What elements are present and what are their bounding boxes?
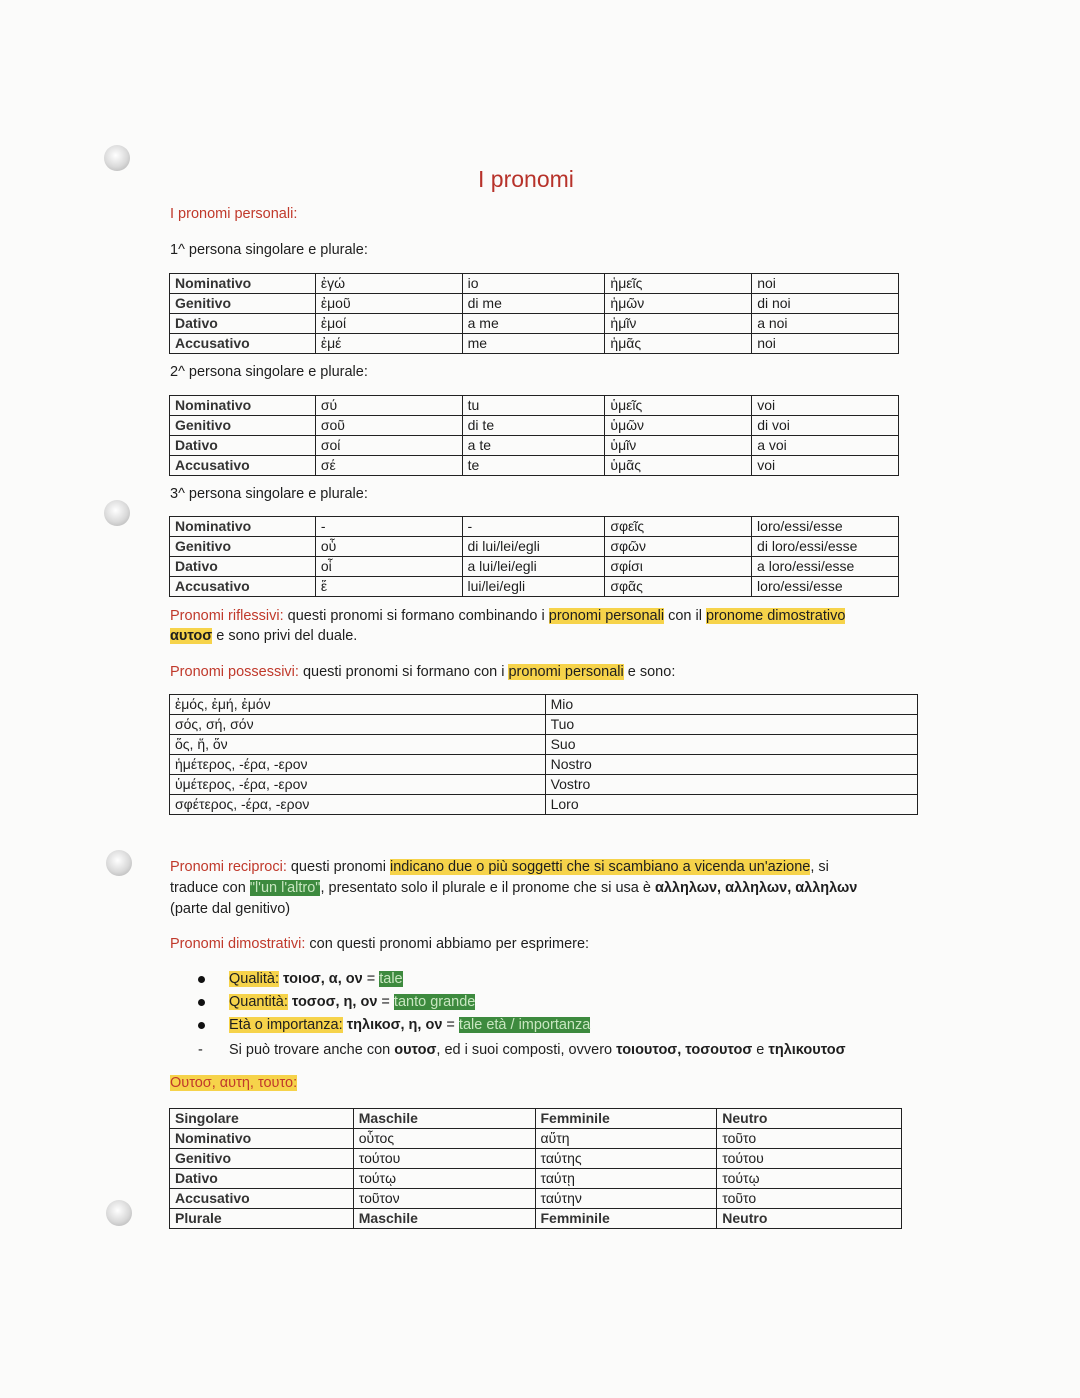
highlight: tanto grande [393, 994, 476, 1010]
list-item: Quantità: τοσοσ, η, ον = tanto grande [198, 992, 475, 1012]
highlight: "l'un l'altro" [249, 880, 321, 896]
possessivi-paragraph: Pronomi possessivi: questi pronomi si formano con i pronomi personali e sono: [170, 664, 676, 680]
table-row: σός, σή, σόν Tuo [170, 715, 918, 735]
page-title: I pronomi [478, 166, 574, 192]
reciproci-paragraph: Pronomi reciproci: questi pronomi indicano due o più soggetti che si scambiano a vicenda un'azione, si traduce con "l'un l'altro", presentato solo il plurale e il pronome che si usa è αλληλων, αλληλων, αλληλων (parte dal genitivo) [170, 859, 858, 917]
riflessivi-paragraph: Pronomi riflessivi: questi pronomi si formano combinando i pronomi personali con il pronome dimostrativo αυτοσ e sono privi del duale. [170, 608, 846, 644]
binder-hole [104, 145, 130, 171]
table-row: Dativo σοί a te ὑμῖν a voi [170, 436, 899, 456]
riflessivi-label: Pronomi riflessivi: [170, 608, 284, 624]
table-row: Nominativo ἐγώ io ἡμεῖς noi [170, 274, 899, 294]
list-item: - Si può trovare anche con ουτοσ, ed i suoi composti, ovvero τοιουτοσ, τοσουτοσ e τηλικουτοσ [198, 1042, 846, 1058]
highlight: pronomi personali [548, 608, 665, 624]
list-item: Qualità: τοιοσ, α, ον = tale [198, 969, 403, 989]
personali-heading: I pronomi personali: [170, 206, 298, 222]
bullet-icon [198, 999, 205, 1006]
binder-hole [104, 500, 130, 526]
table-row: Genitivo οὗ di lui/lei/egli σφῶν di loro/essi/esse [170, 537, 899, 557]
table-row: Nominativo - - σφεῖς loro/essi/esse [170, 517, 899, 537]
table-row: ἡμέτερος, -έρα, -ερον Nostro [170, 755, 918, 775]
table-row: ἐμός, ἐμή, ἐμόν Mio [170, 695, 918, 715]
bullet-icon [198, 1022, 205, 1029]
highlight: pronomi personali [508, 664, 624, 680]
table-persona-3 [169, 516, 899, 597]
highlight: pronome dimostrativo [705, 608, 846, 624]
table-row: Accusativo ἕ lui/lei/egli σφᾶς loro/essi/esse [170, 577, 899, 597]
reciproci-label: Pronomi reciproci: [170, 859, 287, 875]
table-row: σφέτερος, -έρα, -ερον Loro [170, 795, 918, 815]
table-row: Plurale Maschile Femminile Neutro [170, 1209, 902, 1229]
table-row: Genitivo ἐμοῦ di me ἡμῶν di noi [170, 294, 899, 314]
table-persona-2 [169, 395, 899, 476]
table-row: ὅς, ἥ, ὅν Suo [170, 735, 918, 755]
table-row: Singolare Maschile Femminile Neutro [170, 1109, 902, 1129]
table-row: Genitivo σοῦ di te ὑμῶν di voi [170, 416, 899, 436]
table-row: Nominativo οὗτος αὕτη τοῦτο [170, 1129, 902, 1149]
table-row: ὑμέτερος, -έρα, -ερον Vostro [170, 775, 918, 795]
table-row: Accusativo ἐμέ me ἡμᾶς noi [170, 334, 899, 354]
dimostrativi-paragraph: Pronomi dimostrativi: con questi pronomi abbiamo per esprimere: [170, 936, 590, 952]
binder-hole [106, 850, 132, 876]
p3-caption: 3^ persona singolare e plurale: [170, 486, 368, 502]
bullet-icon [198, 976, 205, 983]
table-row: Accusativo τοῦτον ταύτην τοῦτο [170, 1189, 902, 1209]
highlight: αυτοσ [170, 628, 213, 644]
p1-caption: 1^ persona singolare e plurale: [170, 242, 368, 258]
table-row: Accusativo σέ te ὑμᾶς voi [170, 456, 899, 476]
p2-caption: 2^ persona singolare e plurale: [170, 364, 368, 380]
table-row: Genitivo τούτου ταύτης τούτου [170, 1149, 902, 1169]
table-row: Dativo ἐμοί a me ἡμῖν a noi [170, 314, 899, 334]
possessivi-label: Pronomi possessivi: [170, 664, 299, 680]
outos-heading: Ουτοσ, αυτη, τουτο: [170, 1075, 298, 1091]
table-row: Dativo τούτῳ ταύτῃ τούτῳ [170, 1169, 902, 1189]
highlight: tale [379, 971, 403, 987]
table-persona-1 [169, 273, 899, 354]
highlight: indicano due o più soggetti che si scambiano a vicenda un'azione [390, 859, 811, 875]
list-item: Età o importanza: τηλικοσ, η, ον = tale età / importanza [198, 1015, 590, 1035]
dash-icon: - [198, 1042, 203, 1058]
highlight: tale età / importanza [458, 1017, 591, 1033]
binder-hole [106, 1200, 132, 1226]
dimostrativi-label: Pronomi dimostrativi: [170, 936, 306, 952]
table-possessivi [169, 694, 918, 815]
table-row: Dativo οἷ a lui/lei/egli σφίσι a loro/essi/esse [170, 557, 899, 577]
table-outos [169, 1108, 902, 1229]
table-row: Nominativo σύ tu ὑμεῖς voi [170, 396, 899, 416]
